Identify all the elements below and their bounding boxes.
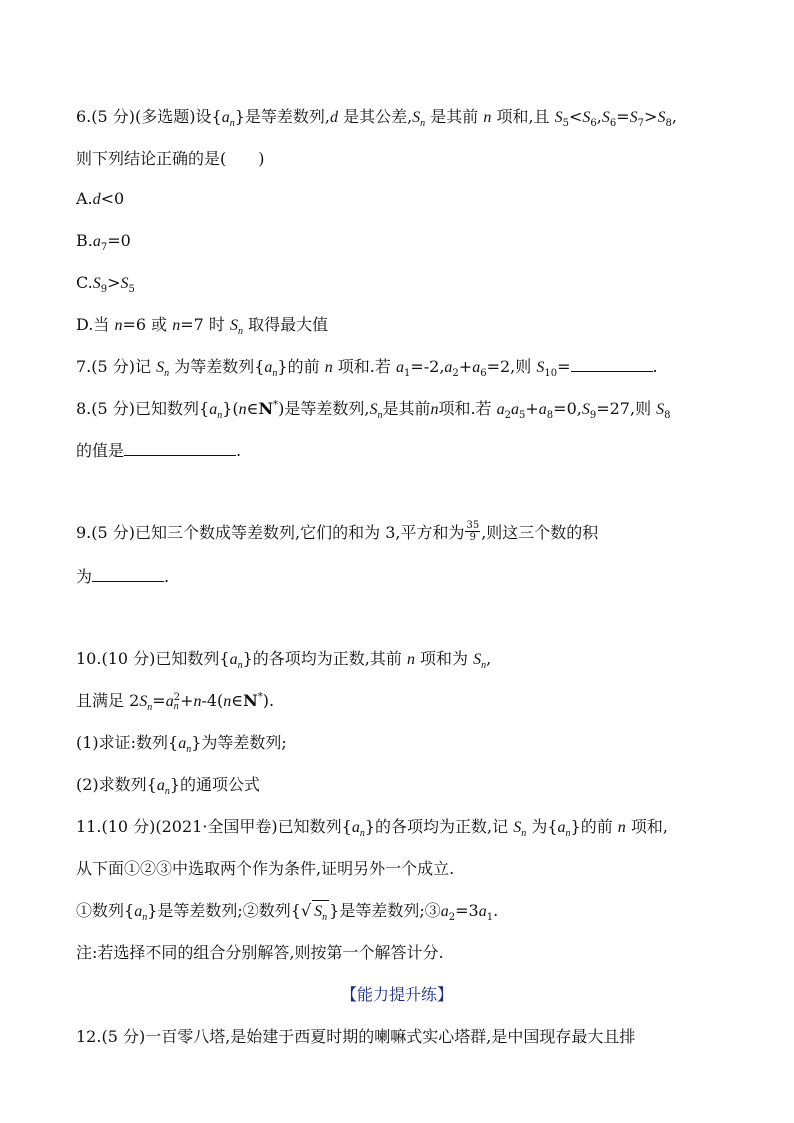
- q10-line2: 且满足 $2S_n=a$ 2 n +n-4(n∈N*).: [76, 691, 275, 714]
- q10-line1: 10.(10 分)已知数列$\{a_n\}$的各项均为正数,其前 n 项和为 $S_n$,: [76, 649, 492, 672]
- q6-option-a: A.d<0: [76, 189, 125, 208]
- sqrt-sn: $S_n$: [312, 900, 329, 923]
- q9-line1: 9.(5 分)已知三个数成等差数列,它们的和为 3,平方和为 $\frac{35}{9}$ ,则这三个数的积: [76, 520, 599, 543]
- q7-line: 7.(5 分)记 $S_n$ 为等差数列$\{a_n\}$的前 n 项和.若 $a_1=-2,a_2+a_6=2$,则 $S_{10}=$ .: [76, 357, 658, 380]
- q6-line2: 则下列结论正确的是( ): [76, 149, 265, 168]
- fraction-35-9: $\frac{35}{9}$: [466, 520, 480, 543]
- q11-line4: 注:若选择不同的组合分别解答,则按第一个解答计分.: [76, 943, 444, 962]
- q11-line3: ①数列$\{a_n\}$是等差数列;②数列{√ $S_n$ }是等差数列$;③a_2=3a_1$.: [76, 901, 499, 924]
- q8-answer-blank[interactable]: [124, 441, 236, 456]
- q9-line2: 为 .: [76, 567, 170, 586]
- q8-line2: 的值是 .: [76, 441, 242, 460]
- q10-part1: (1)求证:数列$\{a_n\}$为等差数列;: [76, 733, 287, 756]
- q11-line2: 从下面①②③中选取两个作为条件,证明另外一个成立.: [76, 859, 455, 878]
- q9-answer-blank[interactable]: [92, 567, 164, 582]
- q6-line1: 6.(5 分)(多选题)设$\{a_n\}$是等差数列,d 是其公差$,S_n$ 是其前 n 项和,且 $S_5<S_6,S_6=S_7>S_8$,: [76, 107, 677, 130]
- q6-option-d: D.当 n=6 或 n=7 时 $S_n$ 取得最大值: [76, 315, 329, 338]
- q8-line1: 8.(5 分)已知数列$\{a_n\}(n\in N^*)$是等差数列$,S_n$是其前n项和.若 $a_2a_5+a_8=0,S_9=27$,则 $S_8$: [76, 399, 671, 422]
- q7-answer-blank[interactable]: [571, 357, 653, 372]
- q12-line1: 12.(5 分)一百零八塔,是始建于西夏时期的喇嘛式实心塔群,是中国现存最大且排: [76, 1027, 636, 1046]
- q6-option-b: $B.a_7=0$: [76, 231, 131, 254]
- section-heading: 【能力提升练】: [340, 985, 453, 1004]
- q11-line1: 11.(10 分)(2021·全国甲卷)已知数列$\{a_n\}$的各项均为正数,记 $S_n$ 为$\{a_n\}$的前 n 项和,: [76, 817, 668, 840]
- q6-option-c: $C.S_9>S_5$: [76, 273, 135, 296]
- q10-part2: (2)求数列$\{a_n\}$的通项公式: [76, 775, 261, 798]
